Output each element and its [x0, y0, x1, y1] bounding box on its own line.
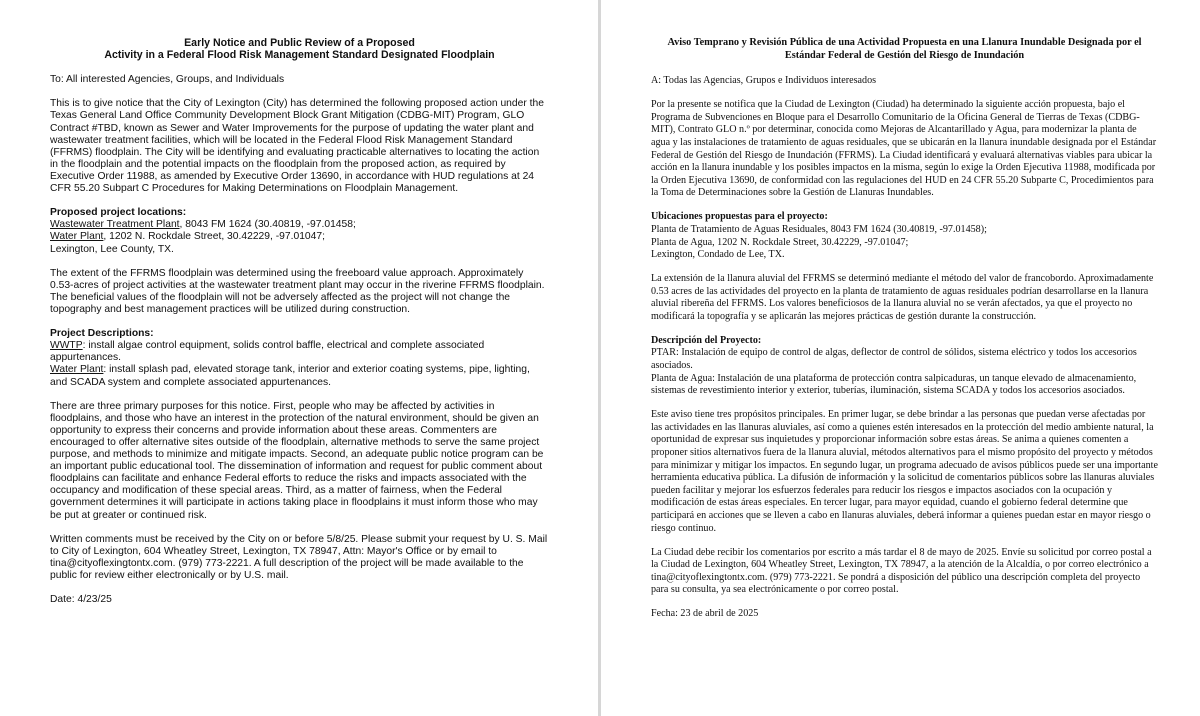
english-purposes-paragraph: There are three primary purposes for this notice. First, people who may be affected by activities in floodplains, and those who have an interest in the protection of the natural environment, should be given an opportunity to express their concerns and provide information about these areas. Commenters are encouraged to offer alternative sites outside of the floodplain, alternative methods to serve the same project purpose, and methods to minimize and mitigate impacts. Second, an adequate public notice program can be an important public educational tool. The dissemination of information and request for public comment about floodplains can facilitate and enhance Federal efforts to reduce the risks and impacts associated with the occupancy and modification of these special areas. Third, as a matter of fairness, when the Federal government determines it will participate in actions taking place in floodplains it must inform those who may be put at greater or continued risk. [50, 400, 544, 521]
spanish-notice-page [601, 0, 1200, 716]
spanish-comments-paragraph: La Ciudad debe recibir los comentarios por escrito a más tardar el 8 de mayo de 2025. Envíe su solicitud por correo postal a la Ciudad de Lexington, 604 Wheatley Street, Lexington, TX 78947, a la atención de la Alcaldía, o por correo electrónico a tina@cityoflexingtontx.com. (979) 773-2221. Se pondrá a disposición del público una descripción completa del proyecto para su consulta, ya sea electrónicamente o por correo postal. [651, 546, 1152, 596]
spanish-title [651, 37, 1158, 62]
english-location-2-label: Water Plant [50, 231, 104, 243]
spanish-location-3: Lexington, Condado de Lee, TX. [651, 249, 785, 261]
english-descriptions-heading: Project Descriptions: [50, 328, 154, 340]
english-location-2 [50, 231, 549, 243]
spanish-descriptions-section [651, 335, 1158, 398]
english-extent-paragraph: The extent of the FFRMS floodplain was determined using the freeboard value approach. Approximately 0.53-acres of project activities at the wastewater treatment plant may occur in the riverine FFRMS floodplain. The beneficial values of the floodplain will not be adversely affected as the project will not change the topography and best management practices will be utilized during construction. [50, 267, 545, 315]
english-location-1 [50, 219, 549, 231]
spanish-description-2: Planta de Agua: Instalación de una plataforma de protección contra salpicaduras, un tanque elevado de almacenamiento, sistemas de revestimiento interior y exterior, tuberías, iluminación, sistema SCADA y todos los accesorios asociados. [651, 372, 1137, 397]
spanish-intro-paragraph: Por la presente se notifica que la Ciudad de Lexington (Ciudad) ha determinado la siguiente acción propuesta, bajo el Programa de Subvenciones en Bloque para el Desarrollo Comunitario de la Oficina General de Tierras de Texas (CDBG-MIT), Contrato GLO n.º por determinar, conocida como Mejoras de Alcantarillado y Agua, para modernizar la planta de agua y las instalaciones de tratamiento de aguas residuales, que se ubicarán en la llanura inundable designada por el Estándar Federal de Gestión del Riesgo de Inundación (FFRMS). La Ciudad identificará y evaluará alternativas viables para ubicar la acción en la llanura inundable y los posibles impactos en la misma, según lo exige la Orden Ejecutiva 11988, modificada por la Orden Ejecutiva 13690, de conformidad con las regulaciones del HUD en 24 CFR 55.20 Subparte C, Procedimientos para la Toma de Determinaciones sobre la Gestión de Llanuras Inundables. [651, 99, 1157, 199]
english-title-line-2: Activity in a Federal Flood Risk Management Standard Designated Floodplain [104, 49, 495, 62]
english-title [50, 37, 549, 61]
spanish-title-line-1: Aviso Temprano y Revisión Pública de una Actividad Propuesta en una Llanura Inundable Designada por el [667, 37, 1142, 48]
spanish-descriptions-heading: Descripción del Proyecto: [651, 334, 762, 346]
spanish-location-2: Planta de Agua, 1202 N. Rockdale Street, 30.42229, -97.01047; [651, 236, 909, 248]
english-recipients: To: All interested Agencies, Groups, and Individuals [50, 74, 285, 86]
spanish-purposes-paragraph: Este aviso tiene tres propósitos principales. En primer lugar, se debe brindar a las personas que puedan verse afectadas por las actividades en las llanuras aluviales, así como a quienes estén interesados en la protección del medio ambiente natural, la oportunidad de expresar sus inquietudes y proporcionar información sobre estas áreas. Se anima a quienes comenten a proponer sitios alternativos fuera de la llanura aluvial, métodos alternativos para el mismo propósito del proyecto y métodos para minimizar y mitigar los impactos. En segundo lugar, un programa adecuado de avisos públicos puede ser una importante herramienta educativa pública. La difusión de información y la solicitud de comentarios públicos sobre las llanuras aluviales pueden facilitar y mejorar los esfuerzos federales para reducir los riesgos e impactos asociados con la ocupación y modificación de estas áreas especiales. En tercer lugar, para mayor equidad, cuando el gobierno federal determine que participará en acciones que se lleven a cabo en llanuras aluviales, deberá informar a quienes puedan estar en mayor riesgo o riesgo continuo. [651, 409, 1158, 534]
spanish-locations-heading: Ubicaciones propuestas para el proyecto: [651, 211, 828, 223]
spanish-description-1: PTAR: Instalación de equipo de control de algas, deflector de control de sólidos, sistema eléctrico y todos los accesorios asociados. [651, 347, 1137, 372]
english-title-line-1: Early Notice and Public Review of a Proposed [184, 37, 415, 49]
english-description-2 [50, 364, 549, 388]
spanish-title-line-2: Estándar Federal de Gestión del Riesgo de Inundación [784, 49, 1025, 61]
english-location-1-text: , 8043 FM 1624 (30.40819, -97.01458; [179, 219, 356, 231]
english-description-1-label: WWTP [50, 340, 83, 352]
english-description-1-text: : install algae control equipment, solids control baffle, electrical and complete associated appurtenances. [50, 340, 485, 364]
english-comments-paragraph: Written comments must be received by the City on or before 5/8/25. Please submit your request by U. S. Mail to City of Lexington, 604 Wheatley Street, Lexington, TX 78947, Attn: Mayor's Office or by email to tina@cityoflexingtontx.com. (979) 773-2221. A full description of the project will be made available to the public for review either electronically or by U.S. mail. [50, 533, 548, 582]
english-locations-heading: Proposed project locations: [50, 207, 187, 219]
spanish-date: Fecha: 23 de abril de 2025 [651, 608, 759, 620]
spanish-recipients: A: Todas las Agencias, Grupos e Individuos interesados [651, 75, 877, 87]
english-locations-section [50, 207, 549, 255]
english-location-2-text: , 1202 N. Rockdale Street, 30.42229, -97.01047; [103, 231, 325, 243]
spanish-locations-section [651, 211, 1158, 261]
english-location-3: Lexington, Lee County, TX. [50, 243, 174, 255]
english-intro-paragraph: This is to give notice that the City of Lexington (City) has determined the following proposed action under the Texas General Land Office Community Development Block Grant Mitigation (CDBG-MIT) Program, GLO Contract #TBD, known as Sewer and Water Improvements for the purpose of updating the water plant and wastewater treatment facilities, which will be located in the Federal Flood Risk Management Standard (FFRMS) floodplain. The City will be identifying and evaluating practicable alternatives to locating the action in the floodplain and the potential impacts on the floodplain from the proposed action, as required by Executive Order 11988, as amended by Executive Order 13690, in accordance with HUD regulations at 24 CFR 55.20 Subpart C Procedures for Making Determinations on Floodplain Management. [50, 98, 544, 195]
spanish-location-1: Planta de Tratamiento de Aguas Residuales, 8043 FM 1624 (30.40819, -97.01458); [651, 223, 987, 235]
english-description-1 [50, 340, 549, 364]
english-description-2-label: Water Plant [50, 364, 104, 376]
english-date: Date: 4/23/25 [50, 594, 112, 606]
spanish-extent-paragraph: La extensión de la llanura aluvial del FFRMS se determinó mediante el método del valor de francobordo. Aproximadamente 0.53 acres de las actividades del proyecto en la planta de tratamiento de aguas residuales podrían desarrollarse en la llanura aluvial ribereña del FFRMS. Los valores beneficiosos de la llanura aluvial no se verán afectados, ya que el proyecto no modificará la topografía y se aplicarán las mejores prácticas de gestión durante la construcción. [651, 273, 1154, 322]
english-descriptions-section [50, 328, 549, 388]
english-location-1-label: Wastewater Treatment Plant [50, 219, 180, 231]
english-notice-page [0, 0, 597, 716]
english-description-2-text: : install splash pad, elevated storage tank, interior and exterior coating systems, pipe, lighting, and SCADA system and complete associated appurtenances. [50, 364, 530, 388]
